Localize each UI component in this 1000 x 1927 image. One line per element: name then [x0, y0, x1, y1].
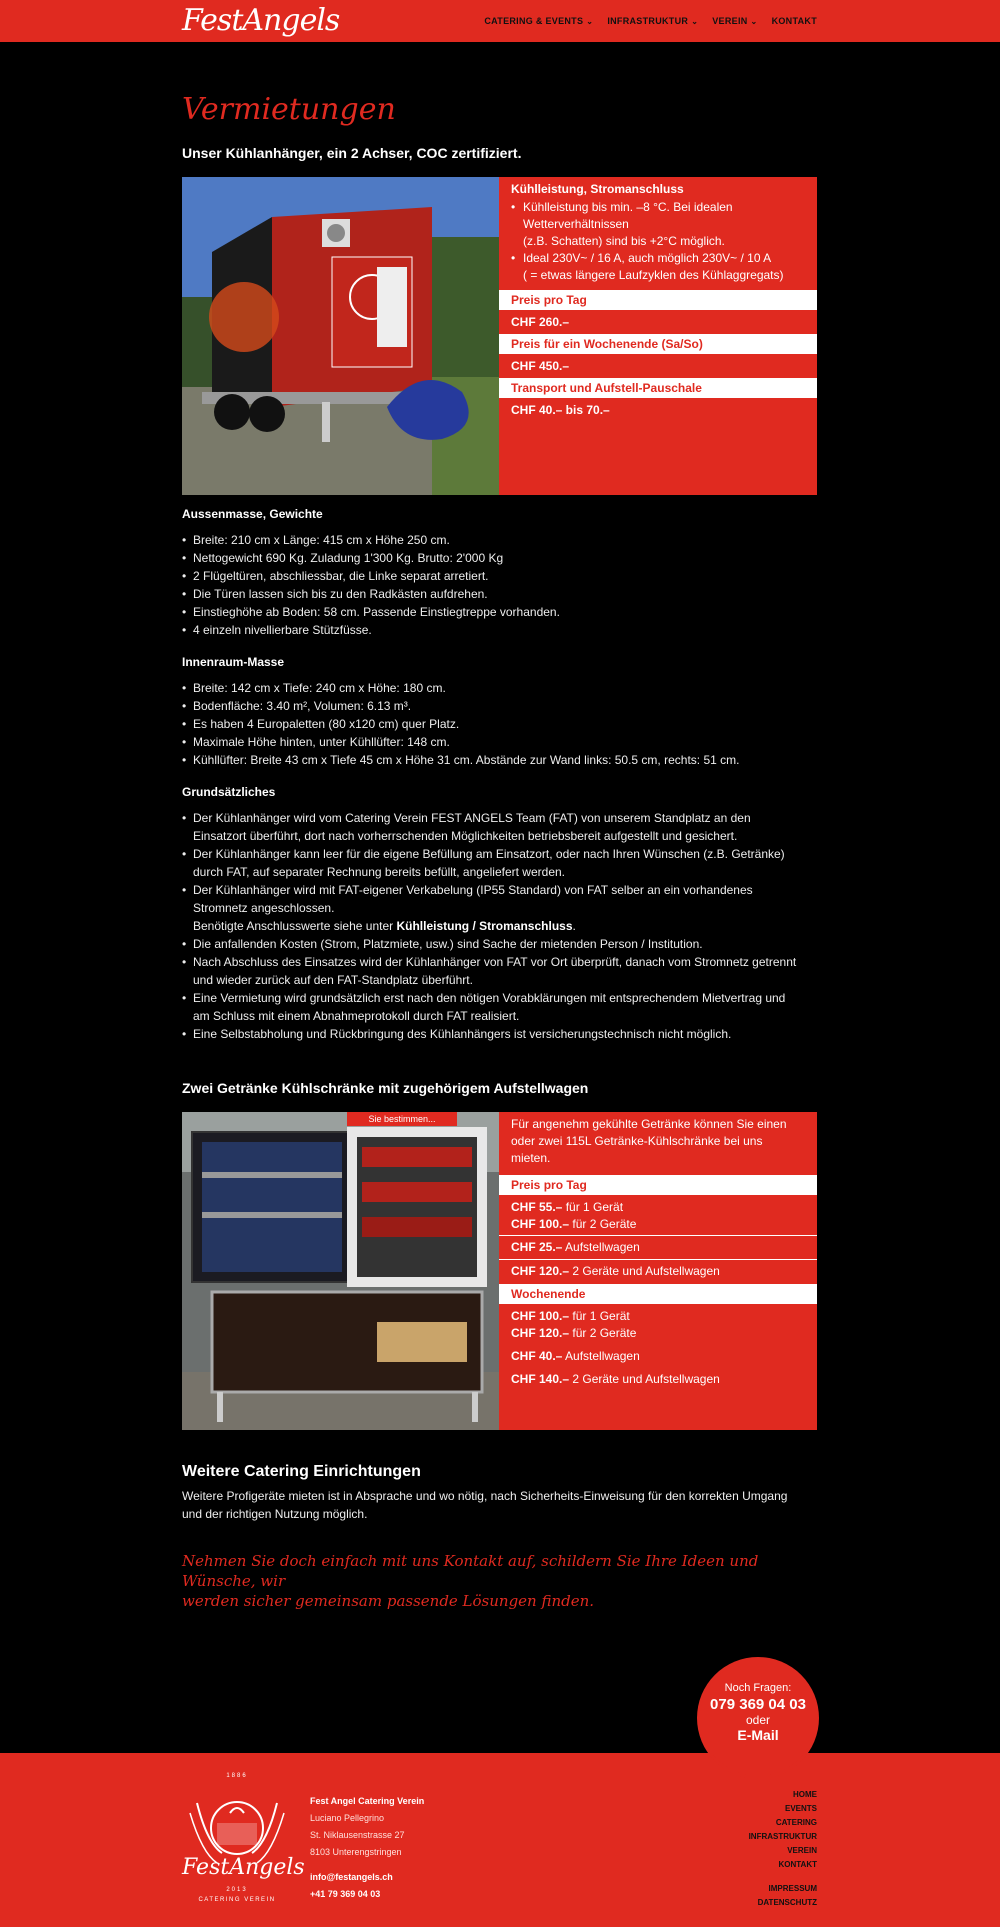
nav-label: VEREIN [712, 16, 748, 26]
price-desc: 2 Geräte und Aufstellwagen [572, 1264, 720, 1278]
innen-section [182, 655, 817, 769]
price-desc: für 1 Gerät [565, 1200, 624, 1214]
nav-verein[interactable] [712, 16, 757, 26]
list-item: • Einstieghöhe ab Boden: 58 cm. Passende Einstiegtreppe vorhanden. [182, 603, 817, 621]
list-item: • Es haben 4 Europaletten (80 x120 cm) quer Platz. [182, 715, 817, 733]
line: • Der Kühlanhänger kann leer für die eigene Befüllung am Einsatzort, oder nach Ihren Wünschen (z.B. Getränke) [193, 847, 785, 861]
trailer-info-panel [499, 177, 817, 495]
list-item [182, 845, 817, 881]
transport-label: Transport und Aufstell-Pauschale [499, 378, 817, 398]
line: und wieder zurück auf den FAT-Standplatz überführt. [193, 973, 473, 987]
intro-line: mieten. [511, 1151, 551, 1165]
price-desc: für 2 Geräte [572, 1326, 637, 1340]
price-row [511, 1308, 805, 1325]
price-weekend-label: Preis für ein Wochenende (Sa/So) [499, 334, 817, 354]
nav-infrastruktur[interactable] [607, 16, 698, 26]
fridge-weekend-label: Wochenende [499, 1284, 817, 1304]
fridge-heading: Zwei Getränke Kühlschränke mit zugehörigem Aufstellwagen [182, 1080, 589, 1096]
list-item: • Die Türen lassen sich bis zu den Radkästen aufdrehen. [182, 585, 817, 603]
grund-heading: Grundsätzliches [182, 785, 276, 799]
line: • Nach Abschluss des Einsatzes wird der Kühlanhänger von FAT vor Ort überprüft, danach vom Stromnetz getrennt [193, 955, 797, 969]
aussen-section [182, 507, 817, 639]
list-item [182, 1025, 817, 1043]
price: CHF 100.– [511, 1217, 570, 1231]
quote-line: Nehmen Sie doch einfach mit uns Kontakt auf, schildern Sie Ihre Ideen und Wünsche, wir [182, 1552, 759, 1590]
logo-sub: CATERING VEREIN [198, 1897, 276, 1903]
bullet-line: ( = etwas längere Laufzyklen des Kühlaggregats) [523, 268, 784, 282]
weitere-heading: Weitere Catering Einrichtungen [182, 1463, 421, 1480]
price: CHF 40.– [511, 1349, 563, 1363]
photo-tag: Sie bestimmen... [368, 1114, 436, 1124]
nav-label: CATERING & EVENTS [484, 16, 584, 26]
bullet-line: • Ideal 230V~ / 16 A, auch möglich 230V~ / 10 A [523, 251, 772, 265]
list-item: • Breite: 210 cm x Länge: 415 cm x Höhe 250 cm. [182, 531, 817, 549]
note-text: Benötigte Anschlusswerte siehe unter [193, 919, 397, 933]
price-row [511, 1199, 805, 1216]
connection-note [193, 917, 817, 935]
price: CHF 25.– [511, 1240, 563, 1254]
fridge-photo [182, 1112, 499, 1430]
cooling-heading: Kühlleistung, Stromanschluss [511, 182, 684, 196]
footer-city: 8103 Unterengstringen [310, 1847, 402, 1857]
footer-person: Luciano Pellegrino [310, 1813, 385, 1823]
list-item: • 2 Flügeltüren, abschliessbar, die Linke separat arretiert. [182, 567, 817, 585]
badge-email-link[interactable]: E-Mail [737, 1727, 779, 1743]
footer-logo [182, 1773, 305, 1913]
chevron-down-icon: ⌄ [750, 16, 758, 26]
logo-top: 1886 [226, 1773, 248, 1779]
note-link-text: Kühlleistung / Stromanschluss [396, 919, 573, 933]
price-row [511, 1216, 805, 1233]
logo-bottom: 2013 [226, 1887, 248, 1893]
footer-address [310, 1793, 424, 1903]
line: • Der Kühlanhänger wird mit FAT-eigener Verkabelung (IP55 Standard) von FAT selber an ein vorhandenes [193, 883, 753, 897]
nav-label: KONTAKT [771, 16, 817, 26]
footer-link-datenschutz[interactable]: DATENSCHUTZ [757, 1898, 817, 1907]
list-item [182, 989, 817, 1025]
note-text: . [572, 919, 576, 933]
price-day-label: Preis pro Tag [499, 290, 817, 310]
list-item: • Bodenfläche: 3.40 m², Volumen: 6.13 m³. [182, 697, 817, 715]
line: • Eine Vermietung wird grundsätzlich erst nach den nötigen Vorabklärungen mit entsprechendem Mietvertrag und [193, 991, 786, 1005]
innen-heading: Innenraum-Masse [182, 655, 285, 669]
price: CHF 55.– [511, 1200, 563, 1214]
nav-label: INFRASTRUKTUR [607, 16, 689, 26]
list-item: • 4 einzeln nivellierbare Stützfüsse. [182, 621, 817, 639]
price-desc: 2 Geräte und Aufstellwagen [572, 1372, 720, 1386]
list-item: • Nettogewicht 690 Kg. Zuladung 1'300 Kg. Brutto: 2'000 Kg [182, 549, 817, 567]
site-logo[interactable]: FestAngels [182, 3, 340, 38]
list-item: • Maximale Höhe hinten, unter Kühllüfter: 148 cm. [182, 733, 817, 751]
price-desc: für 2 Geräte [572, 1217, 637, 1231]
footer-link-infrastruktur[interactable]: INFRASTRUKTUR [748, 1832, 817, 1841]
footer-link-impressum[interactable]: IMPRESSUM [768, 1884, 817, 1893]
fridge-day-prices [499, 1195, 817, 1235]
price: CHF 100.– [511, 1309, 570, 1323]
cooling-bullet [511, 199, 805, 250]
list-item [182, 935, 817, 953]
price: CHF 140.– [511, 1372, 570, 1386]
footer-phone-link[interactable]: +41 79 369 04 03 [310, 1889, 381, 1899]
bullet-line: • Kühlleistung bis min. –8 °C. Bei idealen [523, 200, 733, 214]
footer-email-link[interactable]: info@festangels.ch [310, 1872, 393, 1882]
quote-line: werden sicher gemeinsam passende Lösungen finden. [182, 1592, 595, 1610]
intro-line: Für angenehm gekühlte Getränke können Sie einen [511, 1117, 787, 1131]
trailer-section [182, 177, 817, 495]
price: CHF 120.– [511, 1326, 570, 1340]
price-weekend-value: CHF 450.– [511, 359, 570, 373]
price-desc: Aufstellwagen [565, 1349, 640, 1363]
price-desc: Aufstellwagen [565, 1240, 640, 1254]
price-row [511, 1325, 805, 1342]
price-row [511, 1348, 805, 1365]
aussen-heading: Aussenmasse, Gewichte [182, 507, 323, 521]
power-bullet [511, 250, 805, 284]
list-item: • Kühllüfter: Breite 43 cm x Tiefe 45 cm x Höhe 31 cm. Abstände zur Wand links: 50.5 cm, rechts: 51 cm. [182, 751, 817, 769]
intro-line: oder zwei 115L Getränke-Kühlschränke bei uns [511, 1134, 763, 1148]
list-item [182, 953, 817, 989]
price-day-value: CHF 260.– [511, 315, 570, 329]
price-row [511, 1371, 805, 1388]
footer-logo-text: FestAngels [182, 1855, 305, 1880]
list-item: • Breite: 142 cm x Tiefe: 240 cm x Höhe: 180 cm. [182, 679, 817, 697]
footer-link-catering[interactable]: CATERING [775, 1818, 817, 1827]
footer-nav [749, 1788, 817, 1910]
line: • Der Kühlanhänger wird vom Catering Verein FEST ANGELS Team (FAT) von unserem Standplatz an den [193, 811, 751, 825]
weitere-text [182, 1487, 817, 1523]
price-row [499, 1236, 817, 1259]
nav-catering-events[interactable] [484, 16, 593, 26]
fridge-day-label: Preis pro Tag [499, 1175, 817, 1195]
footer-street: St. Niklausenstrasse 27 [310, 1830, 405, 1840]
bullet-line: (z.B. Schatten) sind bis +2°C möglich. [523, 234, 725, 248]
bullet-line: Wetterverhältnissen [523, 217, 629, 231]
line: Stromnetz angeschlossen. [193, 901, 335, 915]
footer-org: Fest Angel Catering Verein [310, 1796, 425, 1806]
line: am Schluss mit einem Abnahmeprotokoll durch FAT realisiert. [193, 1009, 520, 1023]
site-footer [0, 1753, 1000, 1927]
nav-kontakt[interactable] [772, 16, 817, 26]
list-item [182, 809, 817, 845]
price-row [499, 1260, 817, 1284]
badge-phone-link[interactable]: 079 369 04 03 [710, 1696, 806, 1713]
badge-or: oder [745, 1713, 771, 1727]
para-line: Weitere Profigeräte mieten ist in Absprache und wo nötig, nach Sicherheits-Einweisung für den korrekten Umgang [182, 1489, 788, 1503]
line: durch FAT, auf separater Rechnung bereits befüllt, angeliefert werden. [193, 865, 565, 879]
footer-link-kontakt[interactable]: KONTAKT [778, 1860, 817, 1869]
transport-value: CHF 40.– bis 70.– [511, 403, 610, 417]
fridge-section [182, 1112, 817, 1430]
contact-badge [700, 1660, 816, 1776]
price-desc: für 1 Gerät [572, 1309, 630, 1323]
line: Einsatzort überführt, dort nach vorherrschenden Möglichkeiten betriebsbereit aufgestellt und gesichert. [193, 829, 738, 843]
badge-title: Noch Fragen: [724, 1682, 792, 1694]
line: • Eine Selbstabholung und Rückbringung des Kühlanhängers ist versicherungstechnisch nicht möglich. [193, 1027, 732, 1041]
contact-quote [182, 1551, 817, 1611]
fridge-info-panel [499, 1112, 817, 1430]
main-nav [484, 0, 817, 42]
para-line: und der richtigen Nutzung möglich. [182, 1507, 368, 1521]
chevron-down-icon: ⌄ [586, 16, 594, 26]
line: • Die anfallenden Kosten (Strom, Platzmiete, usw.) sind Sache der mietenden Person / Institution. [193, 937, 703, 951]
trailer-heading: Unser Kühlanhänger, ein 2 Achser, COC zertifiziert. [182, 145, 522, 161]
list-item [182, 881, 817, 935]
chevron-down-icon: ⌄ [691, 16, 699, 26]
footer-link-home[interactable]: HOME [793, 1790, 817, 1799]
trailer-photo [182, 177, 499, 495]
page-title: Vermietungen [182, 92, 396, 127]
grund-section [182, 785, 817, 1043]
footer-link-events[interactable]: EVENTS [784, 1804, 817, 1813]
site-header [0, 0, 1000, 42]
footer-link-verein[interactable]: VEREIN [787, 1846, 817, 1855]
price: CHF 120.– [511, 1264, 570, 1278]
fridge-weekend-prices [499, 1304, 817, 1392]
